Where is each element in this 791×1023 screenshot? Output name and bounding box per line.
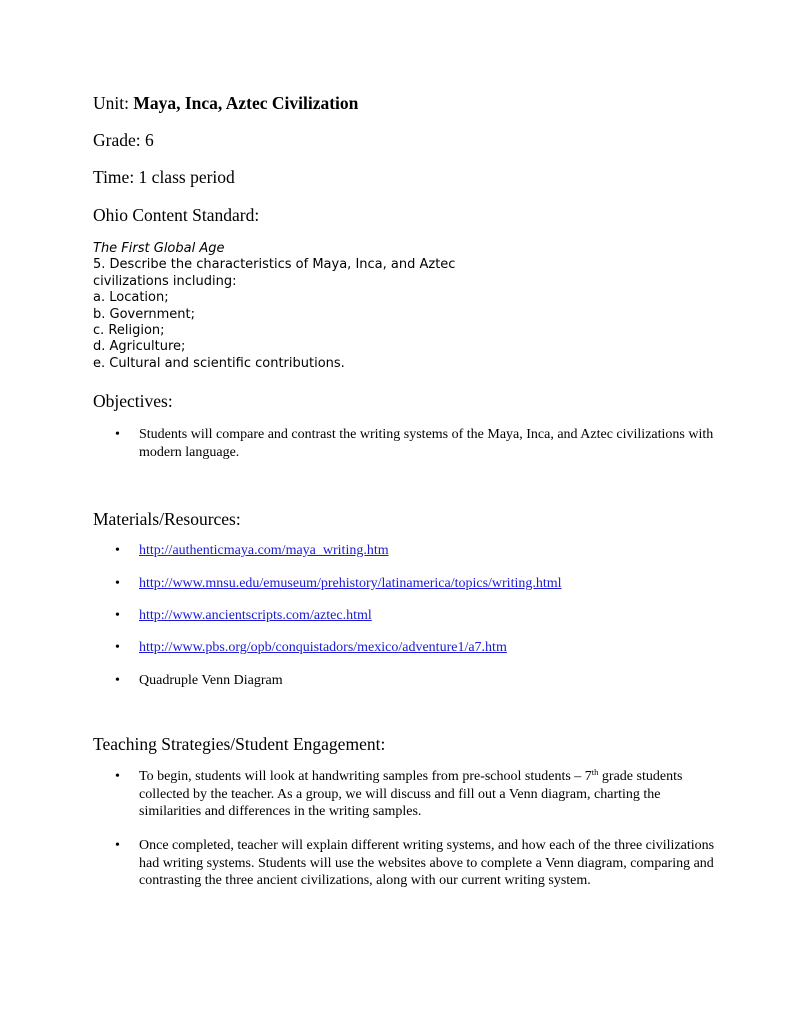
list-item: [115, 575, 719, 593]
grade-line: Grade: 6: [93, 130, 154, 150]
materials-diagram-text: Quadruple Venn Diagram: [139, 673, 283, 688]
strategy-text: [139, 769, 682, 819]
unit-heading: [93, 92, 358, 114]
list-item: [115, 767, 719, 821]
strategy-text-part: To begin, students will look at handwriting samples from pre-school students – 7: [139, 769, 592, 784]
standard-line: b. Government;: [93, 306, 195, 322]
list-item: [115, 607, 719, 625]
standard-era: The First Global Age: [93, 241, 225, 256]
bullet-icon: •: [115, 576, 120, 591]
standard-line: 5. Describe the characteristics of Maya, Inca, and Aztec: [93, 257, 456, 273]
objective-text: Students will compare and contrast the writing systems of the Maya, Inca, and Aztec civilizations with modern language.: [139, 427, 714, 460]
bullet-icon: •: [115, 427, 120, 442]
bullet-icon: •: [115, 769, 120, 784]
list-item: [115, 837, 719, 890]
list-item: [115, 639, 719, 657]
standard-line: civilizations including:: [93, 273, 237, 289]
materials-heading: Materials/Resources:: [93, 509, 241, 529]
list-item: [115, 426, 719, 461]
strategies-heading: Teaching Strategies/Student Engagement:: [93, 734, 386, 754]
resource-link[interactable]: http://www.mnsu.edu/emuseum/prehistory/latinamerica/topics/writing.html: [139, 576, 562, 591]
bullet-icon: •: [115, 838, 120, 853]
objectives-heading: Objectives:: [93, 391, 173, 411]
standard-line: c. Religion;: [93, 323, 165, 339]
bullet-icon: •: [115, 608, 120, 623]
strategy-text-part: grade students collected by the teacher. As a group, we will discuss and fill out a Venn diagram, charting the similarities and differences in the writing samples.: [139, 769, 683, 819]
resource-link[interactable]: http://authenticmaya.com/maya_writing.htm: [139, 543, 389, 558]
ordinal-suffix: th: [591, 767, 599, 777]
resource-link[interactable]: http://www.pbs.org/opb/conquistadors/mexico/adventure1/a7.htm: [139, 640, 507, 655]
standard-line: d. Agriculture;: [93, 339, 186, 355]
standard-text: [93, 241, 455, 372]
resource-link[interactable]: http://www.ancientscripts.com/aztec.html: [139, 608, 372, 623]
list-item: [115, 542, 719, 560]
strategy-text: Once completed, teacher will explain different writing systems, and how each of the three civilizations had writing systems. Students will use the websites above to complete a Venn diagram, comparing and contrasting the three ancient civilizations, along with our current writing system.: [139, 838, 715, 888]
bullet-icon: •: [115, 640, 120, 655]
bullet-icon: •: [115, 673, 120, 688]
unit-value: Maya, Inca, Aztec Civilization: [133, 93, 359, 113]
unit-label: Unit:: [93, 93, 134, 113]
standard-line: e. Cultural and scientific contributions.: [93, 355, 345, 371]
bullet-icon: •: [115, 543, 120, 558]
standard-line: a. Location;: [93, 290, 169, 306]
time-line: Time: 1 class period: [93, 167, 235, 187]
list-item: [115, 672, 719, 690]
standard-heading: Ohio Content Standard:: [93, 205, 260, 225]
